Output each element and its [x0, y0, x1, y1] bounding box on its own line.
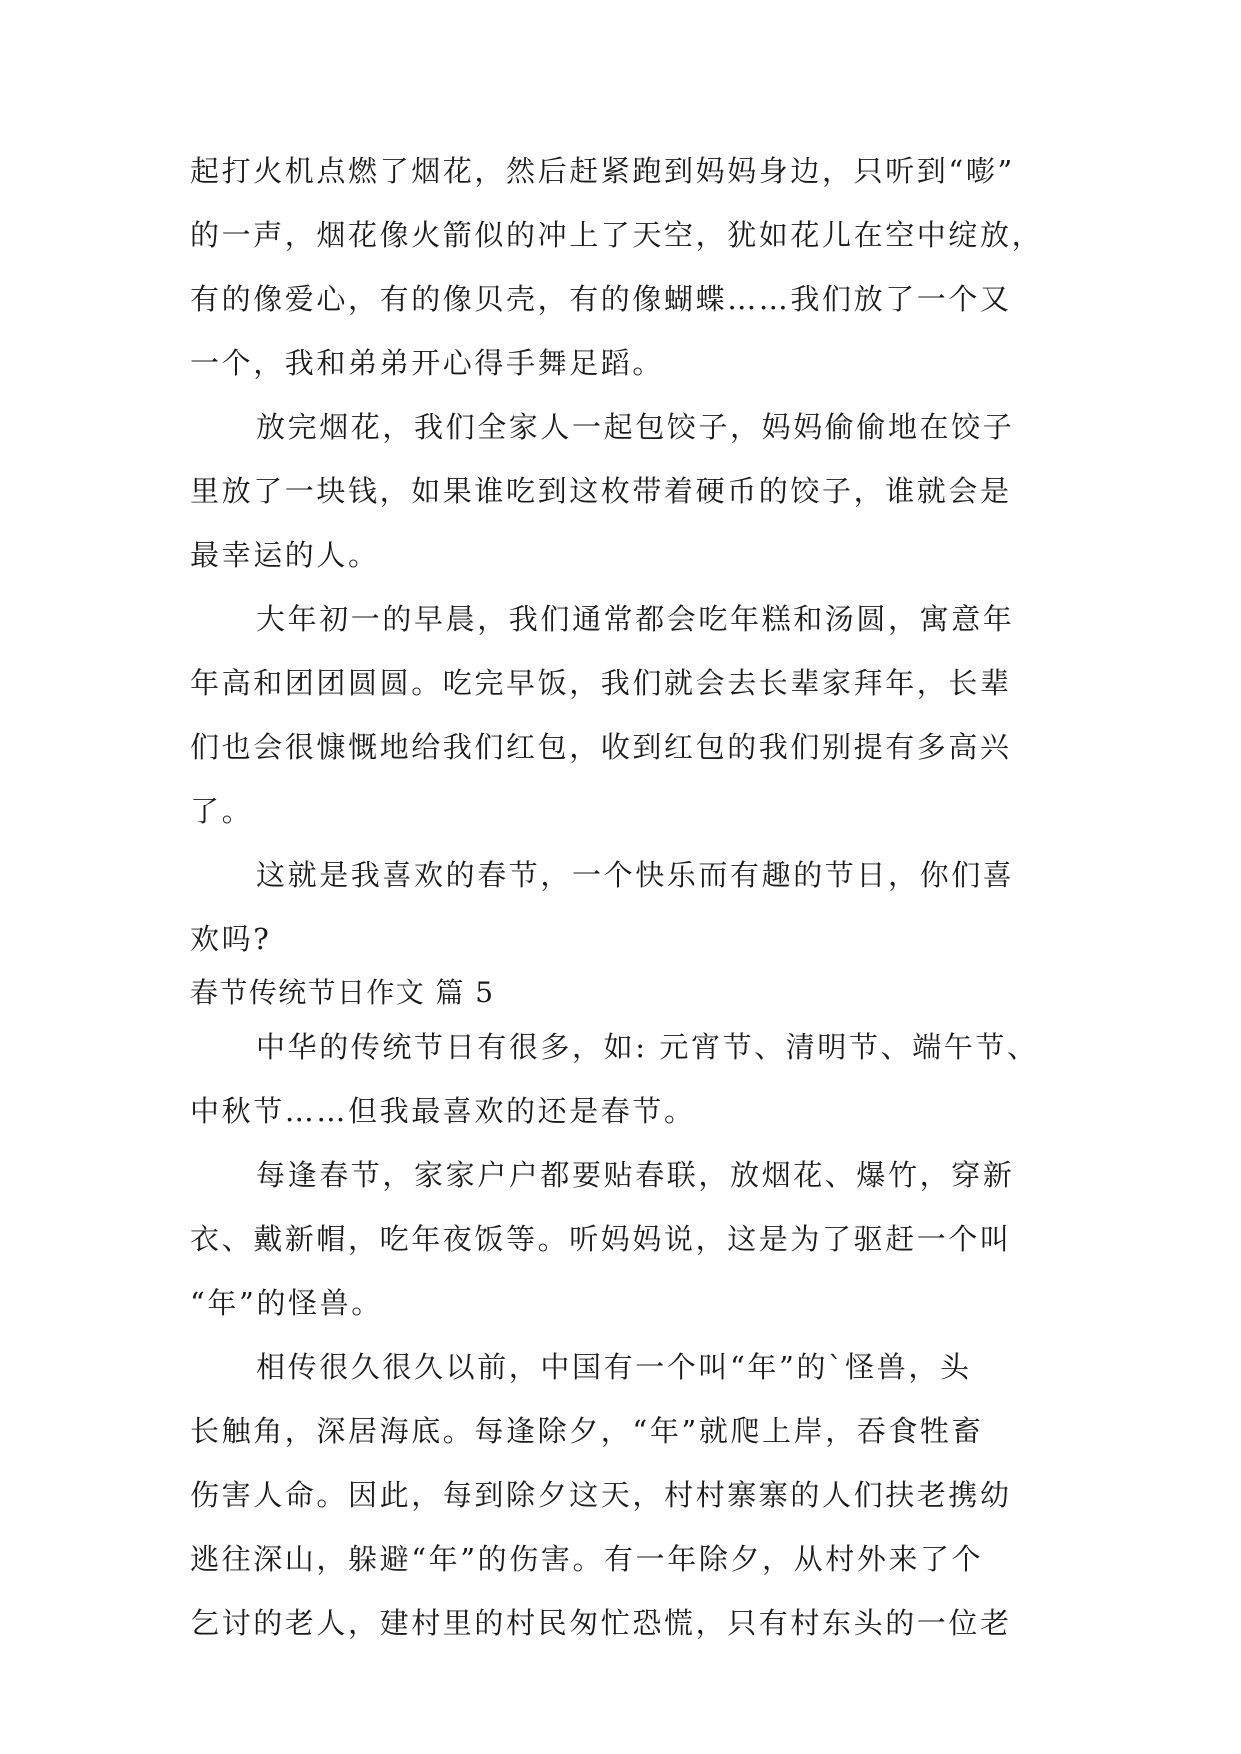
paragraph-start-line: 相传很久很久以前，中国有一个叫“年”的`怪兽，头	[256, 1350, 972, 1384]
text-line: 了。	[190, 794, 254, 828]
text-line: 们也会很慷慨地给我们红包，收到红包的我们别提有多高兴	[190, 730, 1012, 764]
document-body	[190, 155, 1050, 1671]
text-line: 的一声，烟花像火箭似的冲上了天空，犹如花儿在空中绽放，	[190, 218, 1044, 252]
text-line: 逃往深山，躲避“年”的伤害。有一年除夕，从村外来了个	[190, 1542, 984, 1576]
text-line: 里放了一块钱，如果谁吃到这枚带着硬币的饺子，谁就会是	[190, 474, 1012, 508]
text-line: 有的像爱心，有的像贝壳，有的像蝴蝶……我们放了一个又	[190, 282, 1012, 316]
paragraph-start-line: 大年初一的早晨，我们通常都会吃年糕和汤圆，寓意年	[256, 602, 1015, 636]
text-line: 衣、戴新帽，吃年夜饭等。听妈妈说，这是为了驱赶一个叫	[190, 1222, 1012, 1256]
text-line: 长触角，深居海底。每逢除夕，“年”就爬上岸，吞食牲畜	[190, 1414, 984, 1448]
section-heading: 春节传统节日作文 篇 5	[190, 976, 495, 1009]
text-line: 最幸运的人。	[190, 538, 380, 572]
paragraph-start-line: 这就是我喜欢的春节，一个快乐而有趣的节日，你们喜	[256, 858, 1015, 892]
text-line: 欢吗?	[190, 922, 272, 956]
text-line: “年”的怪兽。	[190, 1286, 383, 1320]
text-line: 年高和团团圆圆。吃完早饭，我们就会去长辈家拜年，长辈	[190, 666, 1012, 700]
paragraph-start-line: 每逢春节，家家户户都要贴春联，放烟花、爆竹，穿新	[256, 1158, 1015, 1192]
text-line: 一个，我和弟弟开心得手舞足蹈。	[190, 346, 665, 380]
paragraph-start-line: 中华的传统节日有很多，如: 元宵节、清明节、端午节、	[256, 1030, 1039, 1064]
text-line: 伤害人命。因此，每到除夕这天，村村寨寨的人们扶老携幼	[190, 1478, 1012, 1512]
text-line: 乞讨的老人，建村里的村民匆忙恐慌，只有村东头的一位老	[190, 1606, 1012, 1640]
paragraph-start-line: 放完烟花，我们全家人一起包饺子，妈妈偷偷地在饺子	[256, 410, 1015, 444]
text-line: 起打火机点燃了烟花，然后赶紧跑到妈妈身边，只听到“嘭”	[190, 154, 1015, 188]
text-line: 中秋节……但我最喜欢的还是春节。	[190, 1094, 696, 1128]
